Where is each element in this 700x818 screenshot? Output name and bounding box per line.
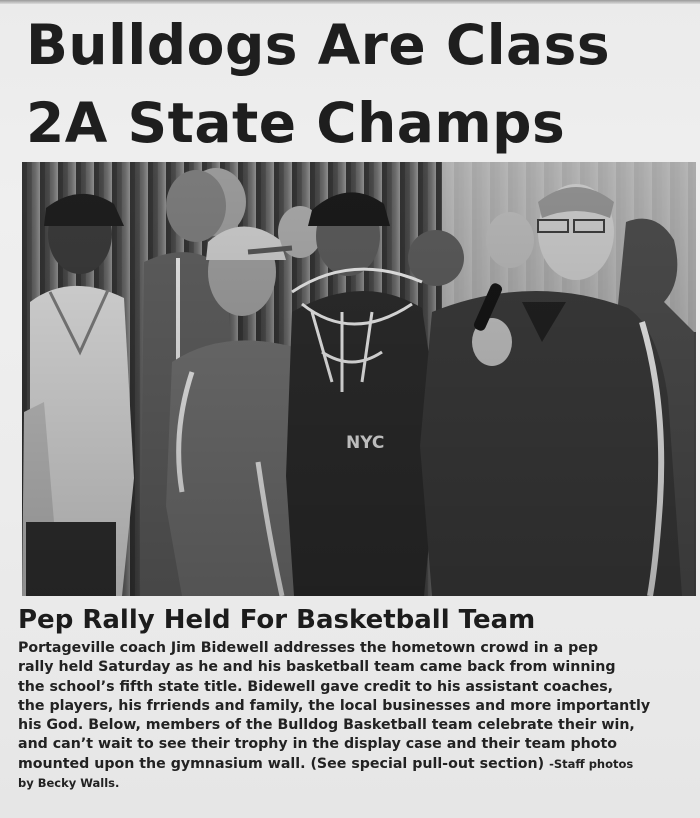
headline-line-1: Bulldogs Are Class	[26, 13, 611, 77]
subheadline: Pep Rally Held For Basketball Team	[18, 605, 536, 635]
caption-line-7-text: mounted upon the gymnasium wall. (See special pull-out section)	[18, 755, 545, 772]
caption-line-3: the school’s fifth state title. Bidewell gave credit to his assistant coaches,	[18, 678, 614, 695]
caption-line-2: rally held Saturday as he and his basketball team came back from winning	[18, 659, 616, 676]
photo-illustration	[22, 162, 696, 596]
photo-credit-byline: by Becky Walls.	[18, 776, 120, 791]
top-crop-edge	[0, 0, 700, 4]
photo-caption	[18, 639, 690, 793]
caption-line-5: his God. Below, members of the Bulldog Basketball team celebrate their win,	[18, 717, 635, 734]
news-photo	[22, 162, 696, 596]
photo-credit-inline: -Staff photos	[549, 756, 634, 771]
photo-shadow	[22, 162, 696, 596]
caption-line-6: and can’t wait to see their trophy in the display case and their team photo	[18, 736, 618, 753]
caption-line-4: the players, his frriends and family, the local businesses and more importantly	[18, 697, 651, 714]
caption-line-1: Portageville coach Jim Bidewell addresses the hometown crowd in a pep	[18, 640, 599, 656]
caption-line-7	[18, 755, 690, 774]
headline	[26, 6, 696, 162]
headline-line-2: 2A State Champs	[26, 91, 566, 155]
